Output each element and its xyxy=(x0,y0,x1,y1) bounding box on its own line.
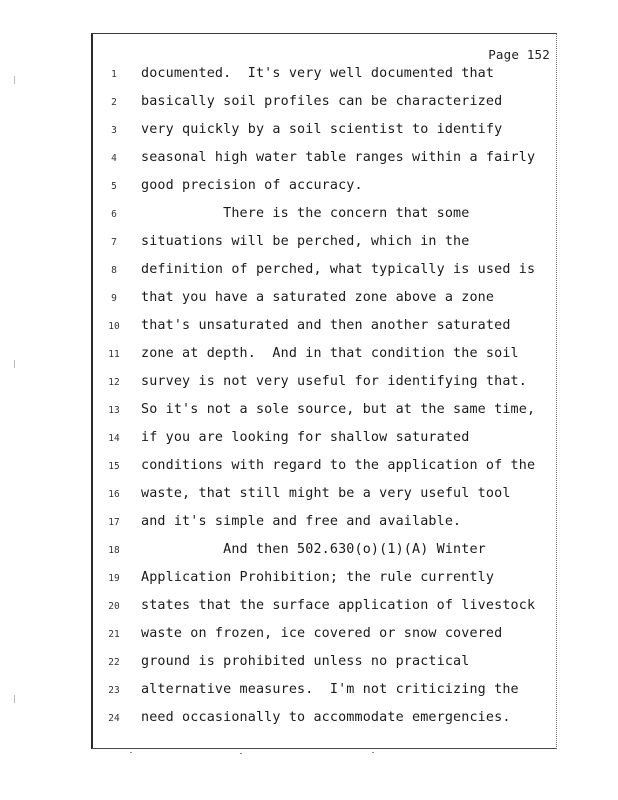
transcript-line xyxy=(93,148,556,176)
line-number: 8 xyxy=(111,265,117,276)
transcript-line xyxy=(93,624,556,652)
line-number: 3 xyxy=(111,125,117,136)
transcript-line xyxy=(93,484,556,512)
line-number: 17 xyxy=(108,517,120,528)
line-number: 10 xyxy=(108,321,120,332)
line-text: There is the concern that some xyxy=(141,206,470,221)
transcript-line xyxy=(93,428,556,456)
line-text: alternative measures. I'm not criticizing the xyxy=(141,682,519,697)
line-number: 16 xyxy=(108,489,120,500)
line-text: basically soil profiles can be characterized xyxy=(141,94,503,109)
line-number: 22 xyxy=(108,657,120,668)
transcript-line xyxy=(93,344,556,372)
line-number: 9 xyxy=(111,293,117,304)
transcript-line xyxy=(93,288,556,316)
line-number: 14 xyxy=(108,433,120,444)
transcript-line xyxy=(93,652,556,680)
line-text: that you have a saturated zone above a zone xyxy=(141,290,495,305)
punch-hole-mark xyxy=(14,76,19,84)
line-number: 12 xyxy=(108,377,120,388)
line-text: definition of perched, what typically is used is xyxy=(141,262,536,277)
line-number: 1 xyxy=(111,69,117,80)
line-number: 6 xyxy=(111,209,117,220)
line-number: 2 xyxy=(111,97,117,108)
line-number: 5 xyxy=(111,181,117,192)
line-text: zone at depth. And in that condition the soil xyxy=(141,346,519,361)
page-number: Page 152 xyxy=(488,47,550,62)
scan-speck xyxy=(240,753,242,754)
transcript-line xyxy=(93,120,556,148)
line-number: 4 xyxy=(111,153,117,164)
scan-speck xyxy=(372,752,374,753)
transcript-line xyxy=(93,680,556,708)
line-text: states that the surface application of livestock xyxy=(141,598,536,613)
line-text: ground is prohibited unless no practical xyxy=(141,654,470,669)
line-text: and it's simple and free and available. xyxy=(141,514,462,529)
transcript-line xyxy=(93,64,556,92)
transcript-line xyxy=(93,400,556,428)
line-text: Application Prohibition; the rule currently xyxy=(141,570,495,585)
transcript-line xyxy=(93,176,556,204)
line-number: 7 xyxy=(111,237,117,248)
line-number: 13 xyxy=(108,405,120,416)
line-text: survey is not very useful for identifying that. xyxy=(141,374,527,389)
scan-speck xyxy=(130,752,132,753)
line-text: documented. It's very well documented that xyxy=(141,66,495,81)
transcript-line xyxy=(93,204,556,232)
line-number: 21 xyxy=(108,629,120,640)
transcript-line xyxy=(93,596,556,624)
line-number: 24 xyxy=(108,713,120,724)
line-text: And then 502.630(o)(1)(A) Winter xyxy=(141,542,486,557)
transcript-line xyxy=(93,232,556,260)
line-text: conditions with regard to the application of the xyxy=(141,458,536,473)
transcript-page-frame xyxy=(91,33,557,749)
line-text: situations will be perched, which in the xyxy=(141,234,470,249)
transcript-line xyxy=(93,568,556,596)
transcript-line xyxy=(93,372,556,400)
line-text: So it's not a sole source, but at the same time, xyxy=(141,402,536,417)
line-text: very quickly by a soil scientist to identify xyxy=(141,122,503,137)
line-text: waste on frozen, ice covered or snow covered xyxy=(141,626,503,641)
line-number: 23 xyxy=(108,685,120,696)
transcript-line xyxy=(93,260,556,288)
transcript-line xyxy=(93,456,556,484)
transcript-line xyxy=(93,316,556,344)
line-text: if you are looking for shallow saturated xyxy=(141,430,470,445)
transcript-line xyxy=(93,512,556,540)
transcript-line xyxy=(93,92,556,120)
punch-hole-mark xyxy=(14,695,19,703)
line-number: 15 xyxy=(108,461,120,472)
transcript-line xyxy=(93,708,556,736)
line-text: waste, that still might be a very useful tool xyxy=(141,486,511,501)
punch-hole-mark xyxy=(14,360,19,368)
line-text: seasonal high water table ranges within a fairly xyxy=(141,150,536,165)
line-text: that's unsaturated and then another saturated xyxy=(141,318,511,333)
line-number: 20 xyxy=(108,601,120,612)
line-number: 18 xyxy=(108,545,120,556)
transcript-line xyxy=(93,540,556,568)
line-number: 19 xyxy=(108,573,120,584)
line-text: good precision of accuracy. xyxy=(141,178,363,193)
line-number: 11 xyxy=(108,349,120,360)
line-text: need occasionally to accommodate emergencies. xyxy=(141,710,511,725)
